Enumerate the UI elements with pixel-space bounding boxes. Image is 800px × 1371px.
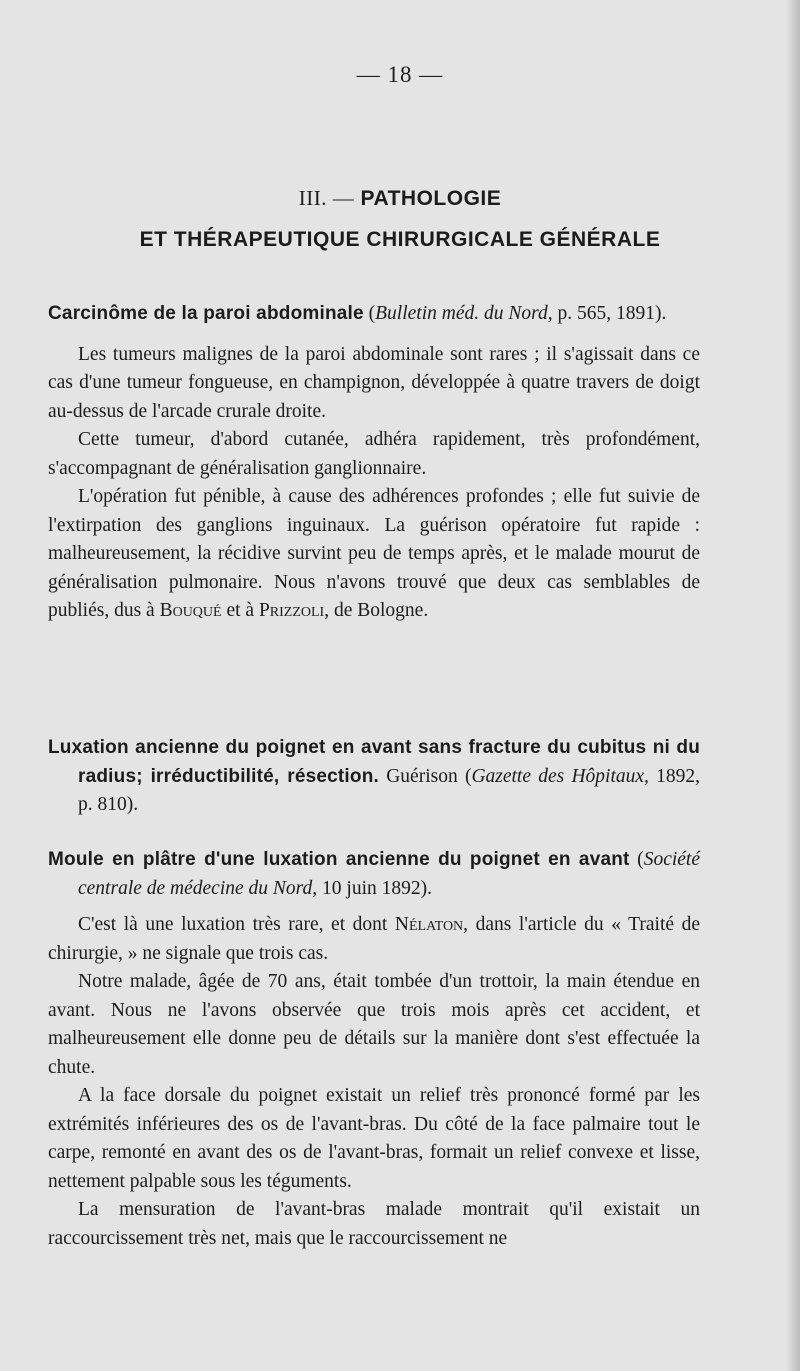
author-name: Bouqué	[159, 600, 222, 621]
journal-name: Bulletin méd. du Nord,	[375, 303, 553, 324]
paragraph: La mensuration de l'avant-bras malade montrait qu'il existait un raccourcissement très net, mais que le raccourcissement ne	[48, 1199, 700, 1249]
entry-heading: Carcinôme de la paroi abdominale (Bulletin méd. du Nord, p. 565, 1891).	[48, 303, 667, 324]
journal-name: Société centrale de médecine du Nord,	[78, 849, 700, 899]
paragraph: Les tumeurs malignes de la paroi abdominale sont rares ; il s'agissait dans ce cas d'une tumeur fongueuse, en champignon, développée à quatre travers de doigt au-dessus de l'arcade crurale droite.	[48, 343, 700, 422]
entry-heading: Luxation ancienne du poignet en avant sans fracture du cubitus ni du radius; irréductibilité, résection. Guérison (Gazette des Hôpitaux, 1892, p. 810).	[48, 737, 701, 815]
paragraph: C'est là une luxation très rare, et dont Nélaton, dans l'article du « Traité de chirurgie, » ne signale que trois cas.	[48, 914, 700, 964]
entry-moule-platre	[48, 846, 700, 1253]
page-number: — 18 —	[356, 62, 444, 87]
paragraph: Notre malade, âgée de 70 ans, était tombée d'un trottoir, la main étendue en avant. Nous ne l'avons observée que trois mois après cet accident, et malheureusement elle donne peu de détails sur la manière dont s'est effectuée la chute.	[48, 971, 700, 1078]
section-number: III. —	[298, 186, 355, 210]
author-name: Nélaton	[394, 914, 464, 935]
entry-luxation-resection	[48, 734, 700, 820]
entry-heading: Moule en plâtre d'une luxation ancienne du poignet en avant (Société centrale de médecine du Nord, 10 juin 1892).	[48, 849, 700, 899]
section-title: PATHOLOGIE	[360, 187, 502, 210]
section-heading	[0, 186, 800, 211]
entry-title: Moule en plâtre d'une luxation ancienne du poignet en avant	[48, 849, 630, 870]
journal-name: Gazette des Hôpitaux,	[471, 765, 649, 787]
entry-title: Carcinôme de la paroi abdominale	[48, 303, 364, 324]
author-name: Prizzoli	[258, 600, 325, 621]
paragraph: A la face dorsale du poignet existait un relief très prononcé formé par les extrémités inférieures des os de l'avant-bras. Du côté de la face palmaire tout le carpe, remonté en avant des os de l'avant-bras, formait un relief convexe et lisse, nettement palpable sous les téguments.	[48, 1085, 700, 1192]
entry-carcinome	[48, 300, 700, 626]
paragraph: Cette tumeur, d'abord cutanée, adhéra rapidement, très profondément, s'accompagnant de généralisation ganglionnaire.	[48, 429, 700, 479]
entry-title: Luxation ancienne du poignet en avant sans fracture du cubitus ni du radius; irréductibilité, résection.	[48, 737, 700, 787]
paragraph: L'opération fut pénible, à cause des adhérences profondes ; elle fut suivie de l'extirpation des ganglions inguinaux. La guérison opératoire fut rapide : malheureusement, la récidive survint peu de temps après, et le malade mourut de généralisation pulmonaire. Nous n'avons trouvé que deux cas semblables de publiés, dus à Bouqué et à Prizzoli, de Bologne.	[48, 486, 700, 621]
section-subtitle: ET THÉRAPEUTIQUE CHIRURGICALE GÉNÉRALE	[139, 228, 661, 251]
